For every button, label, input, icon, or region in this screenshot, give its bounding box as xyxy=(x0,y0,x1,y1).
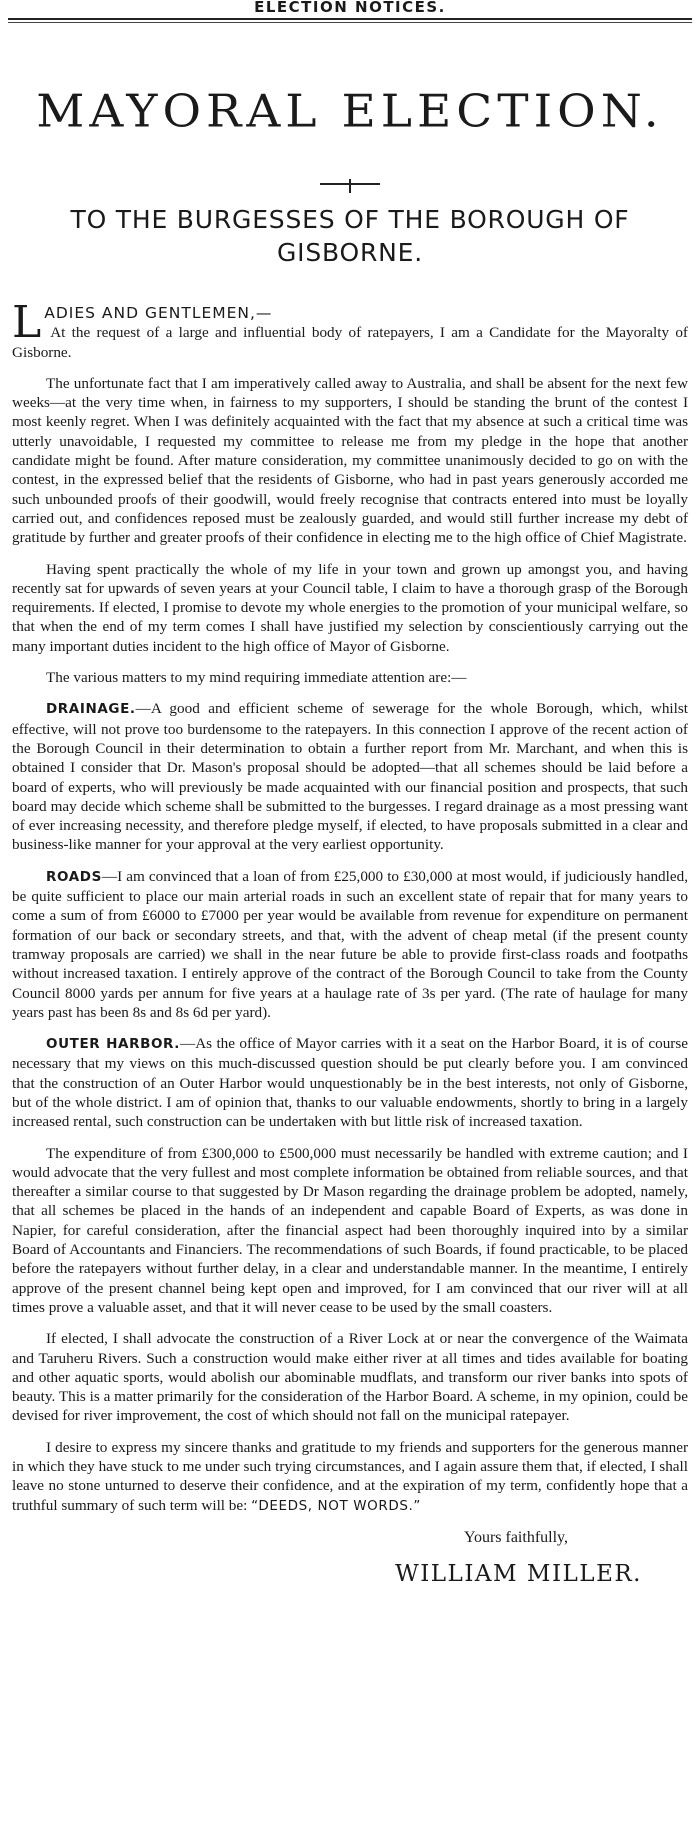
outer-harbor-heading: OUTER HARBOR. xyxy=(46,1036,181,1053)
paragraph-experience: Having spent practically the whole of my life in your town and grown up amongst you, and having recently sat for upwards of seven years at your Council table, I claim to have a thorough grasp of the Borough requirements. If elected, I promise to devote my whole energies to the promotion of your municipal welfare, so that when the end of my term comes I shall have justified my selection by conscientiously carrying out the many important duties incident to the high office of Mayor of Gisborne. xyxy=(12,560,688,655)
section-header xyxy=(8,0,692,20)
opening-paragraph xyxy=(12,297,688,362)
paragraph-expenditure: The expenditure of from £300,000 to £500,000 must necessarily be handled with extreme caution; and I would advocate that the very fullest and most complete information be obtained from reliable sources, and that thereafter a similar course to that suggested by Dr Mason regarding the drainage problem be adopted, namely, that all schemes be placed in the hands of an independent and capable Board of Experts, as was done in Napier, for careful consideration, after the financial aspect had been thoroughly inquired into by a similar Board of Accountants and Financiers. The recommendations of such Boards, if found practicable, to be placed before the ratepayers without further delay, in a clear and understandable manner. In the meantime, I entirely approve of the present channel being kept open and improved, for I am convinced that our river will at all times prove a valuable asset, and that it will never cease to be used by the small coasters. xyxy=(12,1144,688,1316)
outer-harbor-text: —As the office of Mayor carries with it a seat on the Harbor Board, it is of course necessary that my views on this much-discussed question should be put clearly before you. I am convinced that the construction of an Outer Harbor would unquestionably be in the best interests, not only of Gisborne, but of the whole district. I am of opinion that, thanks to our valuable endowments, shortly to bring in a largely increased rental, such construction can be undertaken with but little risk of increased taxation. xyxy=(12,1035,688,1131)
paragraph-absence: The unfortunate fact that I am imperatively called away to Australia, and shall be absent for the next few weeks—at the very time when, in fairness to my supporters, I should be standing the brunt of the contest I most keenly regret. When I was definitely acquainted with the fact that my absence at such a critical time was utterly unavoidable, I requested my committee to release me from my pledge in the hope that another candidate might be found. After mature consideration, my committee unanimously decided to go on with the contest, in the expressed belief that the residents of Gisborne, who had in past years generously accorded me such unbounded proofs of their goodwill, would freely recognise that contracts entered into must be loyally carried out, and confidences reposed must be zealously guarded, and would still further increase my debt of gratitude by further and greater proofs of their confidence in electing me to the high office of Chief Magistrate. xyxy=(12,374,688,547)
sign-off: Yours faithfully, xyxy=(463,1528,568,1546)
roads-text: —I am convinced that a loan of from £25,000 to £30,000 at most would, if judiciously handled, be quite sufficient to place our main arterial roads in such an excellent state of repair that for many years to come a sum of from £6000 to £7000 per year would be available from revenue for expenditure on permanent formation of our back or secondary streets, and that, with the advent of cheap metal (if the present county tramway proposals are carried) we shall in the near future be able to provide first-class roads and footpaths without increased taxation. I entirely approve of the contract of the Borough Council to take from the County Council 8000 yards per annum for five years at a haulage rate of 3s per yard. (The rate of haulage for many years past has been 8s and 8s 6d per yard). xyxy=(12,867,688,1021)
notice-title: MAYORAL ELECTION. xyxy=(36,85,664,138)
paragraph-river-lock: If elected, I shall advocate the construction of a River Lock at or near the convergence of the Waimata and Taruheru Rivers. Such a construction would make either river at all times and tides available for boating and other aquatic sports, would abolish our abominable mudflats, and transform our river banks into spots of beauty. This is a matter primarily for the consideration of the Harbor Board. A scheme, in my opinion, could be devised for river improvement, the cost of which should not fall on the municipal ratepayer. xyxy=(12,1330,688,1425)
drainage-text: —A good and efficient scheme of sewerage for the whole Borough, which, whilst effective, will not prove too burdensome to the ratepayers. In this connection I approve of the recent action of the Borough Council in their determination to obtain a further report from Mr. Marchant, and when this is obtained I consider that Dr. Mason's proposal should be adopted—that all schemes should be laid before a board of experts, who will previously be made acquainted with our financial position and prospects, that such board may decide which scheme shall be submitted to the burgesses. I regard drainage as a most pressing want of ever increasing necessity, and therefore pledge myself, if elected, to have proposals submitted in a clear and business-like manner for your approval at the very earliest opportunity. xyxy=(12,700,688,854)
signature-name: WILLIAM MILLER. xyxy=(395,1561,642,1588)
paragraph-roads xyxy=(12,867,688,1022)
paragraph-outer-harbor xyxy=(12,1034,688,1131)
closing-slogan: “DEEDS, NOT WORDS.” xyxy=(251,1497,422,1514)
salutation: ADIES AND GENTLEMEN,— xyxy=(44,304,273,322)
header-rule xyxy=(8,22,692,23)
drainage-heading: DRAINAGE. xyxy=(46,701,136,718)
thanks-text: I desire to express my sincere thanks and gratitude to my friends and supporters for the generous manner in which they have stuck to me under such trying circumstances, and I again assure them that, if elected, I shall leave no stone unturned to deserve their confidence, and at the expiration of my term, confidently hope that a truthful summary of such term will be: xyxy=(12,1438,688,1514)
drop-cap-letter: L xyxy=(12,297,42,348)
ornament-divider xyxy=(320,179,380,193)
roads-heading: ROADS xyxy=(46,868,102,885)
ornament-stem xyxy=(349,179,351,193)
paragraph-candidacy: At the request of a large and influential body of ratepayers, I am a Candidate for the Mayoralty of Gisborne. xyxy=(12,324,688,361)
notice-body xyxy=(8,297,692,1588)
section-header-text: ELECTION NOTICES. xyxy=(254,0,446,16)
paragraph-thanks xyxy=(12,1438,688,1516)
paragraph-drainage xyxy=(12,699,688,854)
address-heading: TO THE BURGESSES OF THE BOROUGH OF GISBORNE. xyxy=(70,205,630,267)
paragraph-matters-intro: The various matters to my mind requiring immediate attention are:— xyxy=(46,669,467,687)
